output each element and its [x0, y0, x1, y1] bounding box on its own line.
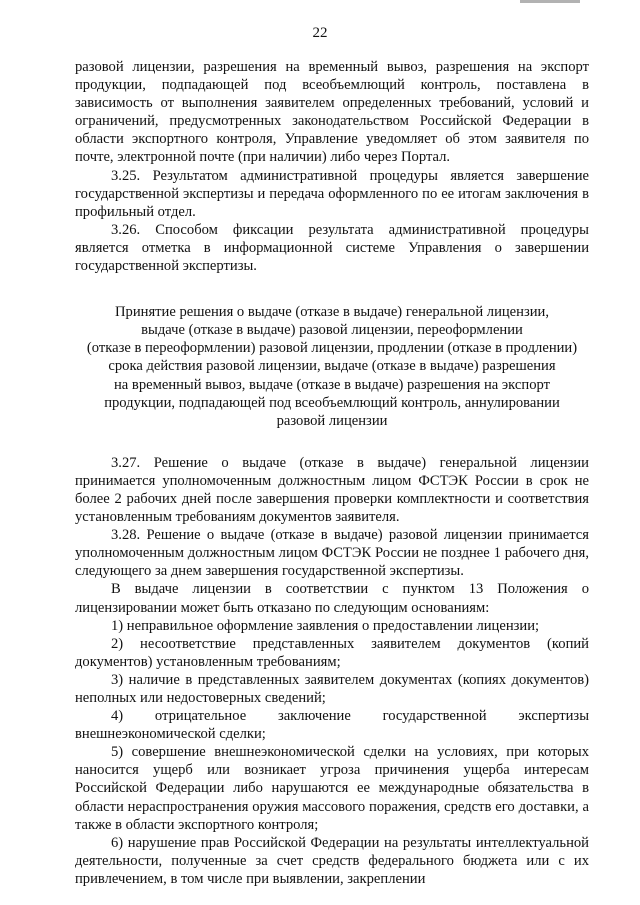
list-item-1: 1) неправильное оформление заявления о предоставлении лицензии;: [111, 617, 540, 634]
paragraph-refusal-grounds: В выдаче лицензии в соответствии с пунктом 13 Положения о лицензировании может быть отказано по следующим основаниям:: [75, 581, 589, 616]
paragraph-3-26: 3.26. Способом фиксации результата административной процедуры является отметка в информационной системе Управления о завершении государственной экспертизы.: [75, 221, 589, 275]
list-item-4: 4) отрицательное заключение государственной экспертизы внешнеэкономической сделки;: [75, 708, 589, 743]
heading-line: разовой лицензии: [276, 412, 388, 429]
paragraph-3-27: 3.27. Решение о выдаче (отказе в выдаче) генеральной лицензии принимается уполномоченным должностным лицом ФСТЭК России в срок не более 2 рабочих дней после завершения проверки комплектности и соответствия установленным требованиям документов заявителя.: [75, 454, 589, 526]
list-item-2: 2) несоответствие представленных заявителем документов (копий документов) установленным требованиям;: [75, 635, 589, 670]
paragraph-3-28: 3.28. Решение о выдаче (отказе в выдаче) разовой лицензии принимается уполномоченным должностным лицом ФСТЭК России не позднее 1 рабочего дня, следующего за днем завершения государственной экспертизы.: [75, 527, 589, 580]
list-item-5: 5) совершение внешнеэкономической сделки на условиях, при которых наносится ущерб или возникает угроза причинения ущерба интересам Российской Федерации либо нарушаются ее международные обязательства в области нераспространения оружия массового поражения, средств его доставки, а также в области экспортного контроля;: [75, 744, 589, 833]
heading-line: (отказе в переоформлении) разовой лицензии, продлении (отказе в продлении): [86, 340, 578, 357]
list-item-3: 3) наличие в представленных заявителем документах (копиях документов) неполных или недостоверных сведений;: [75, 671, 589, 706]
scan-edge-mark: [520, 0, 580, 3]
paragraph-3-25: 3.25. Результатом административной процедуры является завершение государственной экспертизы и передача оформленного по ее итогам заключения в профильный отдел.: [75, 167, 589, 220]
heading-line: срока действия разовой лицензии, выдаче (отказе в выдаче) разрешения: [108, 358, 556, 375]
page-number: 22: [312, 25, 328, 41]
list-item-6: 6) нарушение прав Российской Федерации на результаты интеллектуальной деятельности, полученные за счет средств федерального бюджета или с их привлечением, в том числе при выявлении, закреплении: [75, 834, 589, 887]
paragraph-continuation: разовой лицензии, разрешения на временный вывоз, разрешения на экспорт продукции, подпадающей под всеобъемлющий контроль, поставлена в зависимость от выполнения заявителем определенных требований, условий и ограничений, предусмотренных законодательством Российской Федерации в области экспортного контроля, Управление уведомляет об этом заявителя по почте, электронной почте (при наличии) либо через Портал.: [75, 59, 589, 166]
heading-line: Принятие решения о выдаче (отказе в выдаче) генеральной лицензии,: [114, 304, 550, 321]
heading-line: продукции, подпадающей под всеобъемлющий контроль, аннулировании: [104, 394, 560, 411]
section-heading: [75, 303, 589, 430]
heading-line: выдаче (отказе в выдаче) разовой лицензии, переоформлении: [141, 322, 523, 339]
document-body: [75, 58, 589, 888]
heading-line: на временный вывоз, выдаче (отказе в выдаче) разрешения на экспорт: [114, 376, 550, 393]
